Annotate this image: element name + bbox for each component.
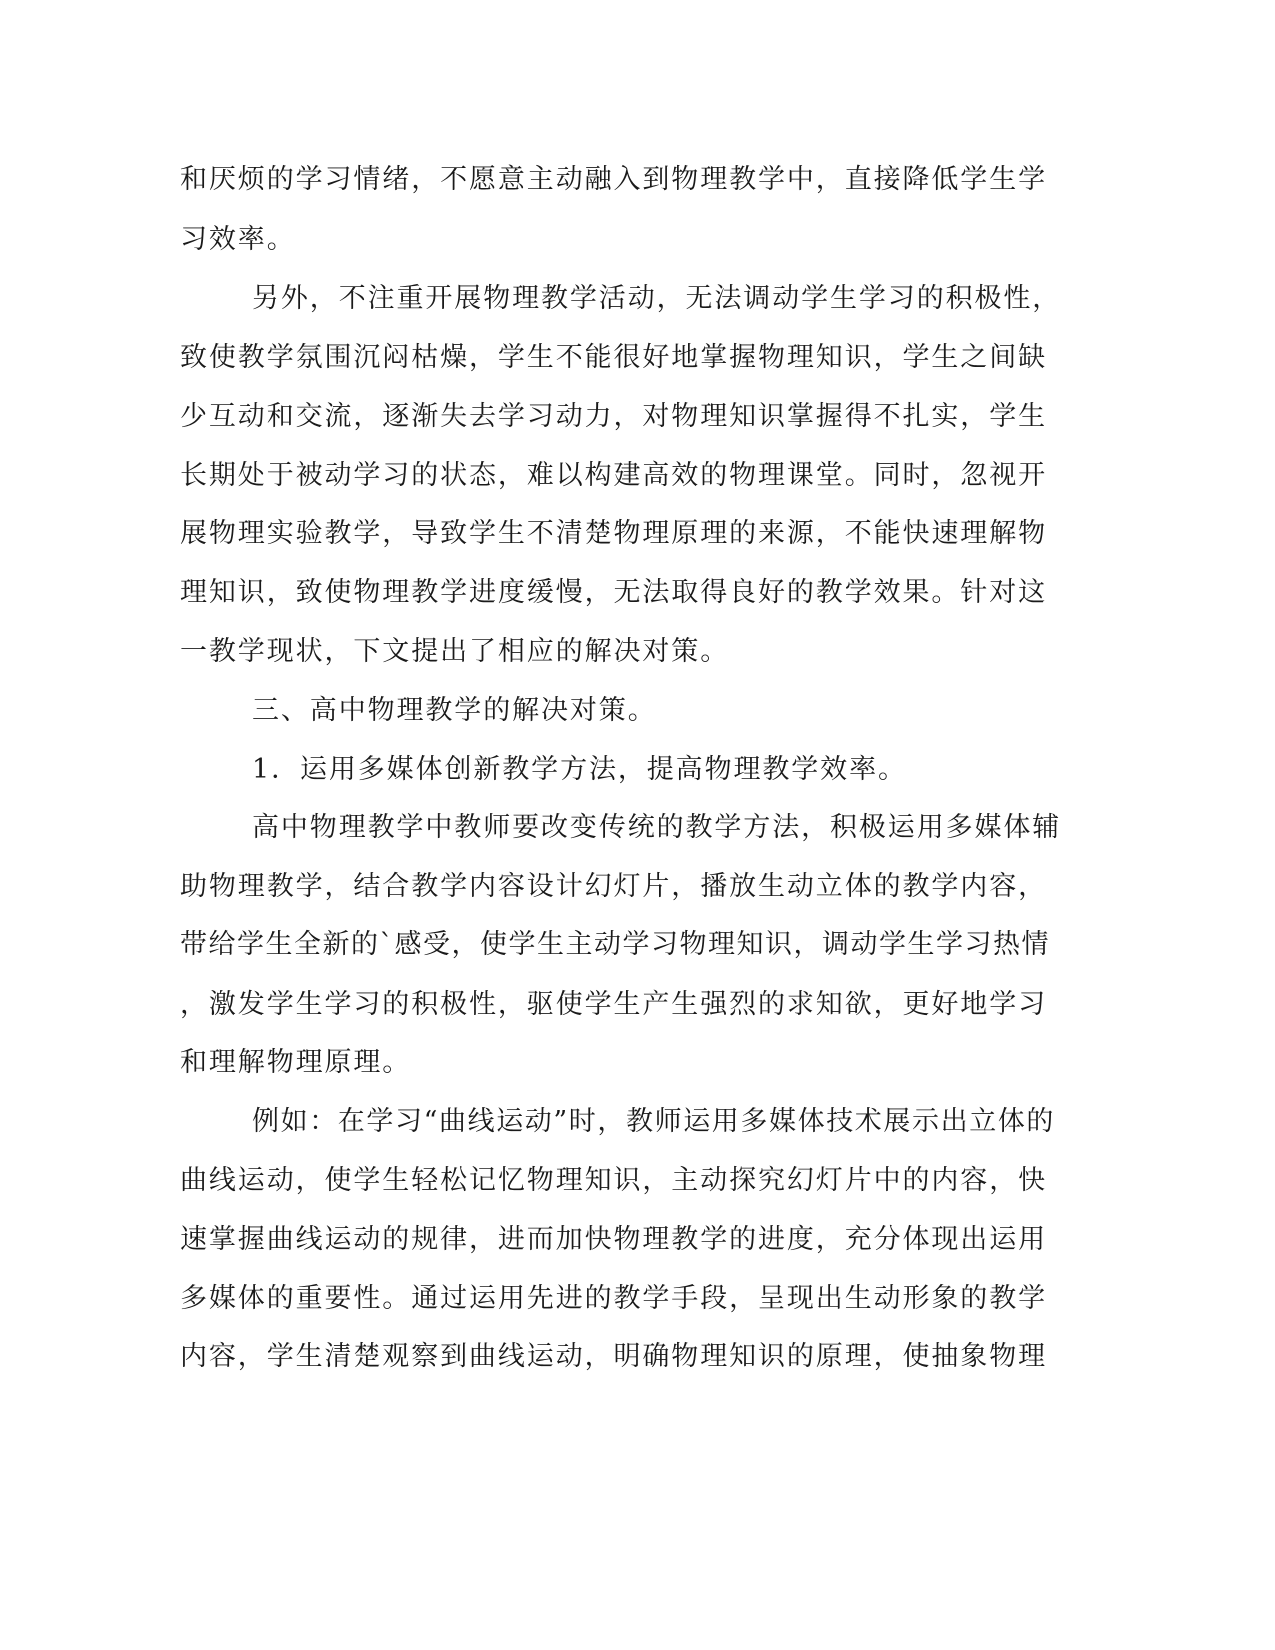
subsection-heading: 1．运用多媒体创新教学方法，提高物理教学效率。 [252, 754, 907, 785]
text-line: 速掌握曲线运动的规律，进而加快物理教学的进度，充分体现出运用 [180, 1224, 1047, 1255]
paragraph-start-line: 高中物理教学中教师要改变传统的教学方法，积极运用多媒体辅 [252, 812, 1062, 843]
text-line: 和厌烦的学习情绪，不愿意主动融入到物理教学中，直接降低学生学 [180, 164, 1047, 195]
text-line: 助物理教学，结合教学内容设计幻灯片，播放生动立体的教学内容， [180, 871, 1047, 902]
paragraph-start-line: 另外，不注重开展物理教学活动，无法调动学生学习的积极性， [252, 283, 1062, 314]
text-line: 长期处于被动学习的状态，难以构建高效的物理课堂。同时，忽视开 [180, 460, 1047, 491]
text-line: 曲线运动，使学生轻松记忆物理知识，主动探究幻灯片中的内容，快 [180, 1165, 1047, 1196]
text-line: 和理解物理原理。 [180, 1047, 412, 1078]
text-line: 少互动和交流，逐渐失去学习动力，对物理知识掌握得不扎实，学生 [180, 401, 1047, 432]
paragraph-start-line: 例如：在学习“曲线运动”时，教师运用多媒体技术展示出立体的 [252, 1106, 1056, 1137]
text-line: 展物理实验教学，导致学生不清楚物理原理的来源，不能快速理解物 [180, 518, 1047, 549]
text-line: 理知识，致使物理教学进度缓慢，无法取得良好的教学效果。针对这 [180, 577, 1047, 608]
section-heading: 三、高中物理教学的解决对策。 [252, 695, 657, 726]
text-line: 习效率。 [180, 224, 296, 255]
text-line: 带给学生全新的`感受，使学生主动学习物理知识，调动学生学习热情 [180, 929, 1050, 960]
text-line: 多媒体的重要性。通过运用先进的教学手段，呈现出生动形象的教学 [180, 1283, 1047, 1314]
text-line: 内容，学生清楚观察到曲线运动，明确物理知识的原理，使抽象物理 [180, 1341, 1047, 1372]
text-line: 致使教学氛围沉闷枯燥，学生不能很好地掌握物理知识，学生之间缺 [180, 342, 1047, 373]
text-line: ，激发学生学习的积极性，驱使学生产生强烈的求知欲，更好地学习 [180, 989, 1047, 1020]
text-line: 一教学现状，下文提出了相应的解决对策。 [180, 636, 730, 667]
